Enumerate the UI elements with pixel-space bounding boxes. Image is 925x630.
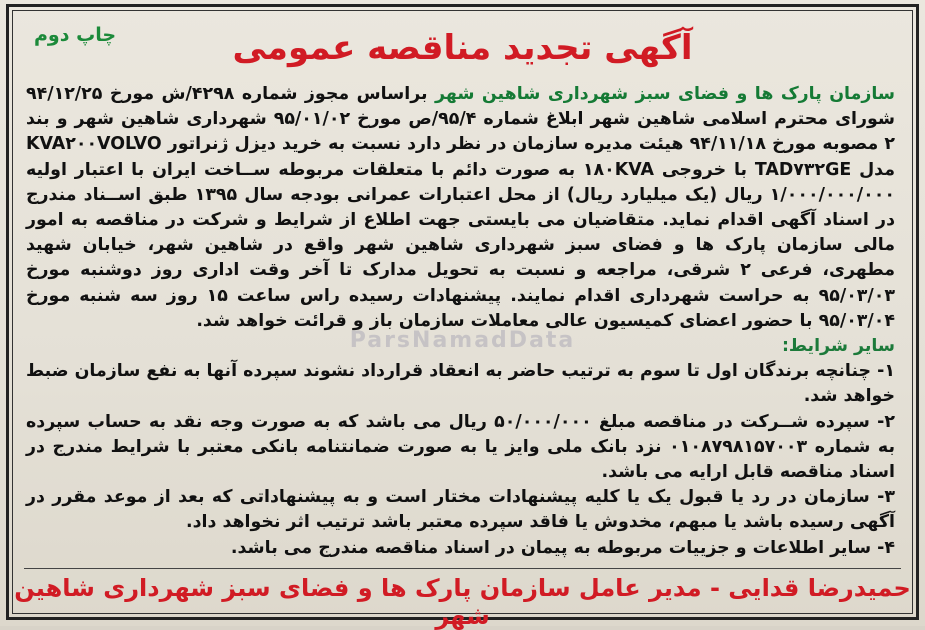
watermark: ParsNamadData bbox=[349, 328, 576, 353]
organization-name: سازمان پارک ها و فضای سبز شهرداری شاهین شهر bbox=[435, 84, 895, 104]
condition-item-3: ۳- سازمان در رد یا قبول یک یا کلیه پیشنهادات مختار است و به پیشنهاداتی که بعد از موعد مقرر در آگهی رسیده باشد یا مبهم، مخدوش یا فاقد سپرده معتبر باشد ترتیب اثر نخواهد داد. bbox=[26, 487, 895, 533]
footer-divider bbox=[24, 568, 901, 569]
signature-line: حمیدرضا قدایی - مدیر عامل سازمان پارک ها و فضای سبز شهرداری شاهین شهر bbox=[14, 574, 911, 630]
condition-item-4: ۴- سایر اطلاعات و جزییات مربوطه به پیمان در اسناد مناقصه مندرج می باشد. bbox=[230, 537, 895, 558]
intro-text: براساس مجوز شماره ۴۲۹۸/ش مورخ ۹۴/۱۲/۲۵ شورای محترم اسلامی شاهین شهر ابلاغ شماره ۹۵/۴/ص مورخ ۹۵/۰۱/۰۲ شهرداری شاهین شهر و بند ۲ مصوبه مورخ ۹۴/۱۱/۱۸ هیئت مدیره سازمان در نظر دارد نسبت به خرید دیزل ژنراتور KVA۲۰۰VOLVO مدل TAD۷۳۲GE با خروجی ۱۸۰KVA به صورت دائم با متعلقات مربوطه ســاخت ایران با اعتبار اولیه ۱/۰۰۰/۰۰۰/۰۰۰ ریال (یک میلیارد ریال) از محل اعتبارات عمرانی بودجه سال ۱۳۹۵ طبق اســناد مندرج در اسناد آگهی اقدام نماید. متقاضیان می بایستی جهت اطلاع از شرایط و شرکت در مناقصه به امور مالی سازمان پارک ها و فضای سبز شهرداری شاهین شهر واقع در شاهین شهر، خیابان شهید مطهری، فرعی ۲ شرقی، مراجعه و نسبت به تحویل مدارک تا آخر وقت اداری روز دوشنبه مورخ ۹۵/۰۳/۰۳ به حراست شهرداری اقدام نمایند. پیشنهادات رسیده راس ساعت ۱۵ روز سه شنبه مورخ ۹۵/۰۳/۰۴ با حضور اعضای کمیسیون عالی معاملات سازمان باز و قرائت خواهد شد. bbox=[26, 84, 895, 331]
condition-item-1: ۱- چنانچه برندگان اول تا سوم به ترتیب حاضر به انعقاد قرارداد نشوند سپرده آنها به نفع سازمان ضبط خواهد شد. bbox=[26, 361, 895, 407]
condition-item-2: ۲- سپرده شــرکت در مناقصه مبلغ ۵۰/۰۰۰/۰۰۰ ریال می باشد که به صورت وجه نقد به حساب سپرده به شماره ۰۱۰۸۷۹۸۱۵۷۰۰۳ نزد بانک ملی وایز یا به صورت ضمانتنامه بانکی معتبر با شرایط مندرج در اسناد مناقصه قابل ارایه می باشد. bbox=[26, 411, 895, 483]
conditions-heading: سایر شرایط: bbox=[781, 336, 895, 357]
reprint-label: چاپ دوم bbox=[34, 24, 117, 46]
notice-title: آگهی تجدید مناقصه عمومی bbox=[232, 28, 693, 68]
notice-body bbox=[26, 82, 895, 561]
intro-paragraph bbox=[26, 82, 895, 334]
